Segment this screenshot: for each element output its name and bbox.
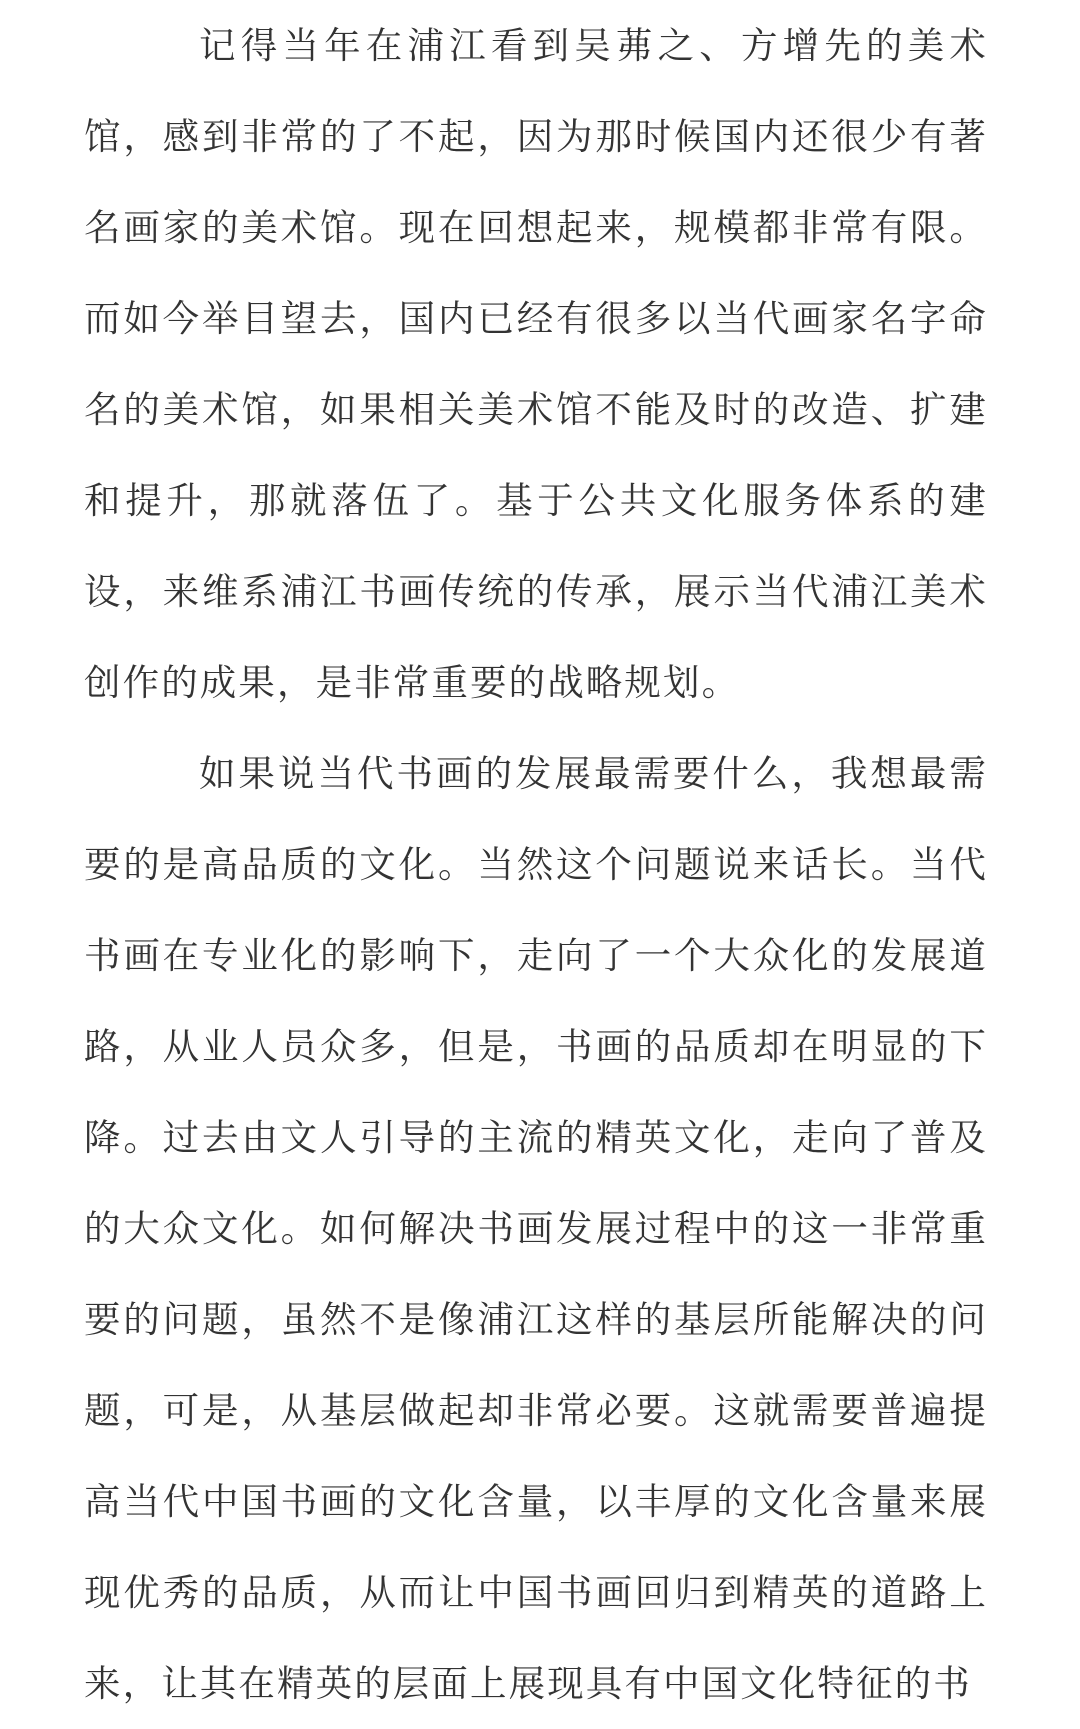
paragraph-museum-history: 记得当年在浦江看到吴茀之、方增先的美术馆，感到非常的了不起，因为那时候国内还很少有著名画家的美术馆。现在回想起来，规模都非常有限。而如今举目望去，国内已经有很多以当代画家名字命名的美术馆，如果相关美术馆不能及时的改造、扩建和提升，那就落伍了。基于公共文化服务体系的建设，来维系浦江书画传统的传承，展示当代浦江美术创作的成果，是非常重要的战略规划。 xyxy=(84,24,988,704)
paragraph-culture-quality: 如果说当代书画的发展最需要什么，我想最需要的是高品质的文化。当然这个问题说来话长。当代书画在专业化的影响下，走向了一个大众化的发展道路，从业人员众多，但是，书画的品质却在明显的下降。过去由文人引导的主流的精英文化，走向了普及的大众文化。如何解决书画发展过程中的这一非常重要的问题，虽然不是像浦江这样的基层所能解决的问题，可是，从基层做起却非常必要。这就需要普遍提高当代中国书画的文化含量，以丰厚的文化含量来展现优秀的品质，从而让中国书画回归到精英的道路上来，让其在精英的层面上展现具有中国文化特征的书 xyxy=(84,752,988,1705)
article-body xyxy=(84,0,988,1729)
